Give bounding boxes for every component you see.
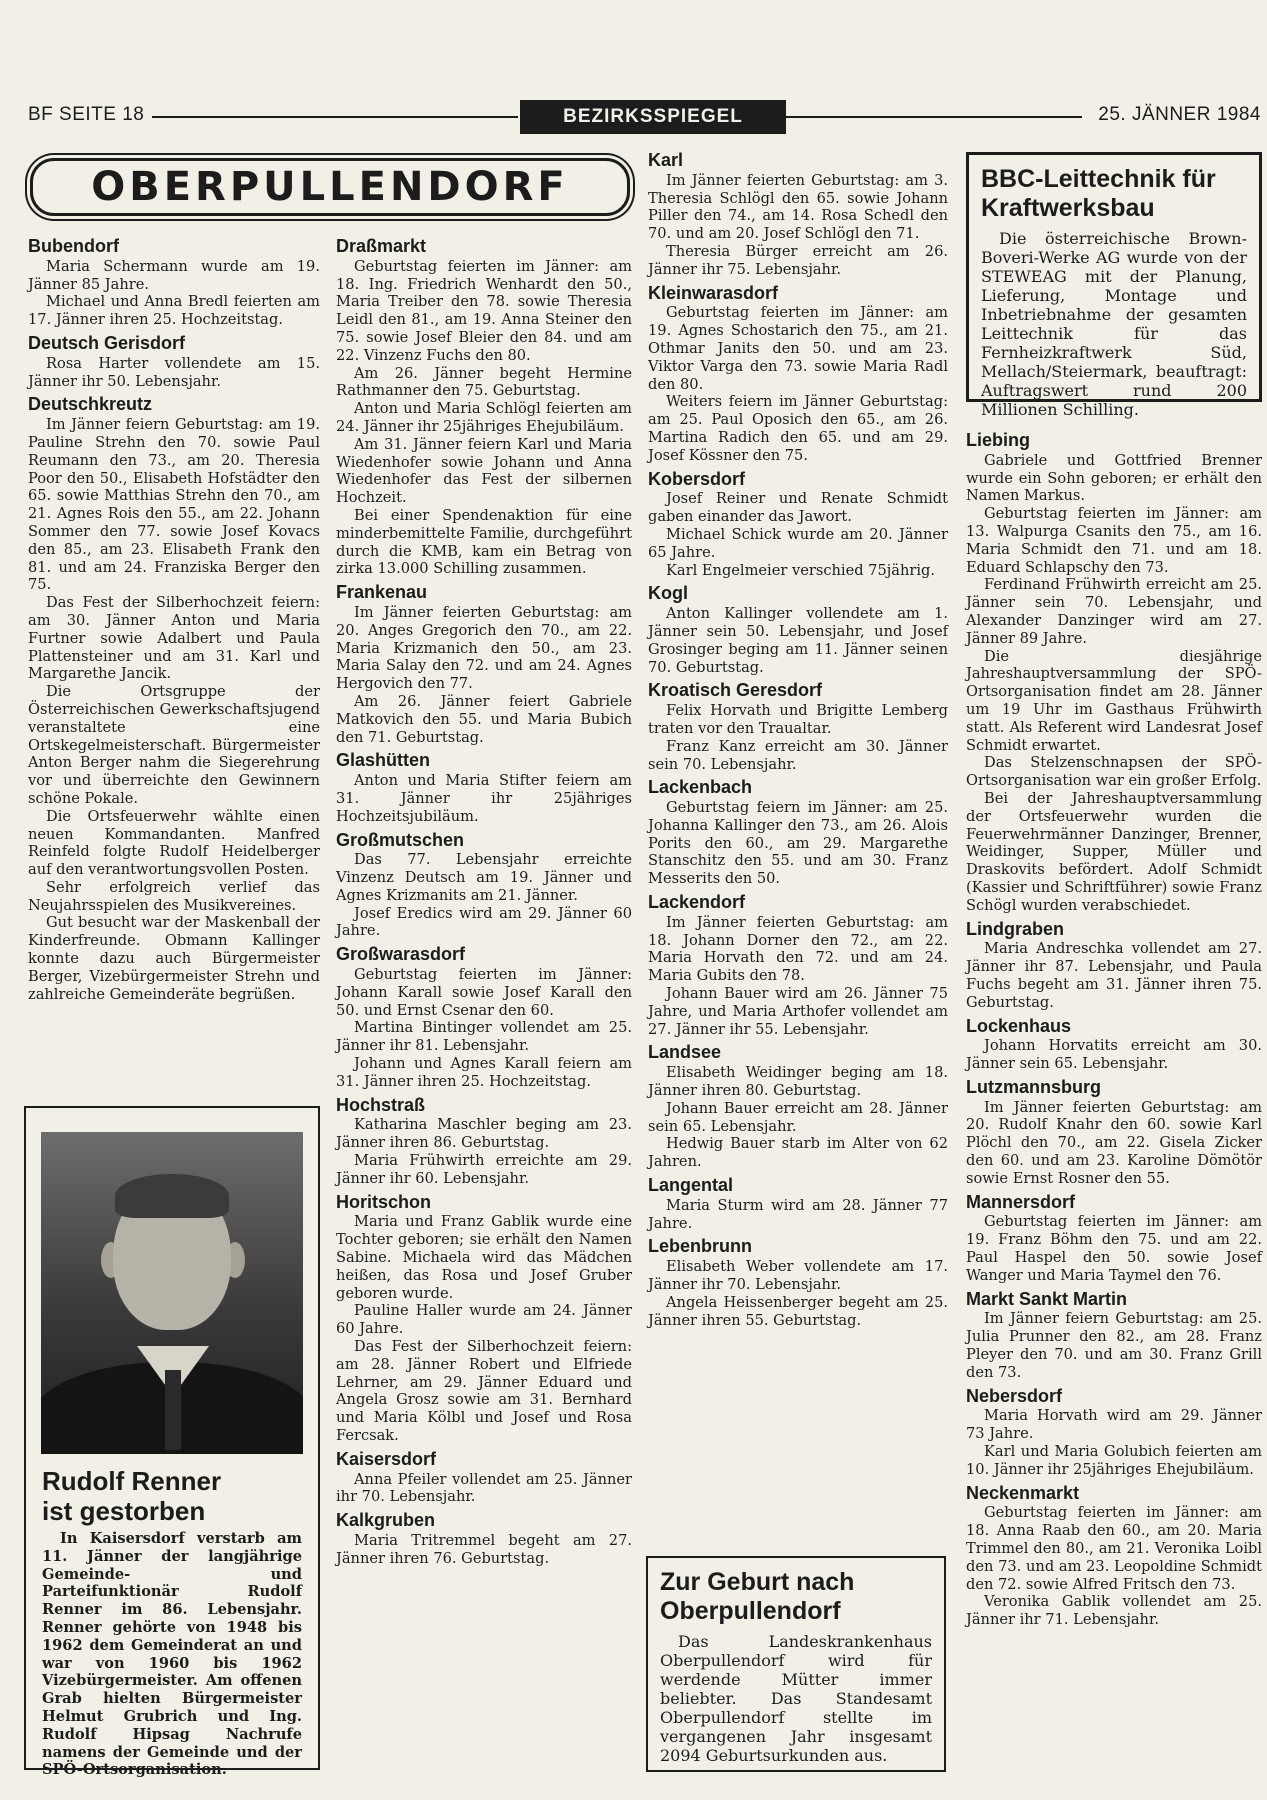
place-heading: Horitschon	[336, 1191, 432, 1212]
header-rule-left	[152, 116, 518, 118]
obituary-title-line2: ist gestorben	[42, 1496, 206, 1526]
article-paragraph: Geburtstag feierten im Jänner: am 18. Anna Raab den 60., am 20. Maria Trimmel den 80., am 21. Veronika Loibl den 73. und am 23. Leopoldine Schmidt den 72. sowie Alfred Fritsch den 73.	[966, 1504, 1262, 1593]
obituary-title	[42, 1466, 302, 1526]
place-heading: Kogl	[648, 583, 688, 604]
place-heading: Mannersdorf	[966, 1191, 1076, 1212]
column-2	[336, 232, 632, 1568]
bbc-box-title: BBC-Leittechnik für Kraftwerksbau	[981, 165, 1216, 222]
article-paragraph: Maria Frühwirth erreichte am 29. Jänner ihr 60. Lebensjahr.	[336, 1152, 632, 1187]
article-paragraph: Geburtstag feierten im Jänner: am 19. Agnes Schostarich den 75., am 21. Othmar Janits den 50. und am 23. Viktor Varga den 73. sowie Maria Radl den 80.	[648, 304, 948, 393]
article-paragraph: Am 26. Jänner begeht Hermine Rathmanner den 75. Geburtstag.	[336, 364, 632, 400]
article-paragraph: Maria Andreschka vollendet am 27. Jänner ihr 87. Lebensjahr, und Paula Fuchs begeht am 31. Jänner ihren 75. Geburtstag.	[966, 940, 1262, 1011]
place-heading: Großmutschen	[336, 829, 465, 850]
article-paragraph: Gabriele und Gottfried Brenner wurde ein Sohn geboren; er erhält den Namen Markus.	[966, 451, 1262, 505]
place-heading: Deutschkreutz	[28, 394, 153, 415]
place-heading: Hochstraß	[336, 1094, 426, 1115]
header-rule-right	[782, 116, 1082, 118]
bbc-box-text: Die österreichische Brown-Boveri-Werke AG wurde von der STEWEAG mit der Planung, Lieferung, Montage und Inbetriebnahme der gesamten Leittechnik für das Fernheizkraftwerk Süd, Mellach/Steiermark, beauftragt: Auftragswert rund 200 Millionen Schilling.	[981, 229, 1247, 419]
article-paragraph: Maria und Franz Gablik wurde eine Tochter geboren; sie erhält den Namen Sabine. Michaela wird das Mädchen heißen, das Rosa und Josef Gruber geboren wurde.	[336, 1213, 632, 1302]
column-4	[966, 426, 1262, 1629]
article-paragraph: Karl Engelmeier verschied 75jährig.	[666, 561, 936, 579]
article-paragraph: Weiters feiern im Jänner Geburtstag: am 25. Paul Oposich den 65., am 26. Martina Radich den 65. und am 29. Josef Kössner den 75.	[648, 393, 948, 464]
place-heading: Kalkgruben	[336, 1510, 436, 1531]
article-paragraph: Anton und Maria Stifter feiern am 31. Jänner ihr 25jähriges Hochzeitsjubiläum.	[336, 772, 632, 825]
article-paragraph: Sehr erfolgreich verlief das Neujahrsspielen des Musikvereines.	[28, 878, 320, 914]
article-paragraph: Theresia Bürger erreicht am 26. Jänner ihr 75. Lebensjahr.	[648, 242, 948, 278]
place-heading: Bubendorf	[28, 236, 119, 256]
article-paragraph: Maria Schermann wurde am 19. Jänner 85 Jahre.	[28, 257, 320, 293]
place-heading: Frankenau	[336, 582, 428, 603]
portrait-photo	[41, 1132, 303, 1454]
article-paragraph: Geburtstag feierten im Jänner: am 19. Franz Böhm den 75. und am 22. Paul Haspel den 50. sowie Josef Wanger und Maria Taymel den 76.	[966, 1213, 1262, 1284]
article-paragraph: Rosa Harter vollendete am 15. Jänner ihr 50. Lebensjahr.	[28, 354, 320, 390]
article-paragraph: Johann und Agnes Karall feiern am 31. Jänner ihren 25. Hochzeitstag.	[336, 1055, 632, 1090]
article-paragraph: Katharina Maschler beging am 23. Jänner ihren 86. Geburtstag.	[336, 1116, 632, 1152]
article-paragraph: Am 26. Jänner feiert Gabriele Matkovich den 55. und Maria Bubich den 71. Geburtstag.	[336, 692, 632, 746]
article-paragraph: Die Ortsgruppe der Österreichischen Gewerkschaftsjugend veranstaltete eine Ortskegelmeisterschaft. Bürgermeister Anton Berger nahm die Siegerehrung vor und überreichte den Gewinnern schöne Pokale.	[28, 683, 320, 807]
article-paragraph: Ferdinand Frühwirth erreicht am 25. Jänner sein 70. Lebensjahr, und Alexander Danzinger wird am 27. Jänner 89 Jahre.	[966, 576, 1262, 647]
place-heading: Draßmarkt	[336, 236, 427, 256]
article-paragraph: Maria Tritremmel begeht am 27. Jänner ihren 76. Geburtstag.	[336, 1531, 632, 1567]
article-paragraph: Josef Reiner und Renate Schmidt gaben einander das Jawort.	[648, 490, 948, 526]
obituary-box	[24, 1106, 320, 1779]
place-heading: Nebersdorf	[966, 1385, 1063, 1406]
page-number: BF SEITE 18	[28, 104, 145, 125]
column-1	[28, 232, 320, 1003]
article-paragraph: Franz Kanz erreicht am 30. Jänner sein 70. Lebensjahr.	[648, 737, 948, 773]
article-paragraph: Angela Heissenberger begeht am 25. Jänner ihren 55. Geburtstag.	[648, 1293, 948, 1329]
place-heading: Lebenbrunn	[648, 1236, 752, 1257]
page-title: OBERPULLENDORF	[30, 158, 630, 216]
article-paragraph: Gut besucht war der Maskenball der Kinderfreunde. Obmann Kallinger konnte dazu auch Bürgermeister Berger, Vizebürgermeister Strehn und zahlreiche Gemeinderäte begrüßen.	[28, 914, 320, 1003]
article-paragraph: Im Jänner feierten Geburtstag: am 20. Rudolf Knahr den 60. sowie Karl Plöchl den 70., am 22. Gisela Zicker den 60. und am 23. Karoline Dömötör sowie Ernst Rosner den 55.	[966, 1098, 1262, 1187]
article-paragraph: Die Ortsfeuerwehr wählte einen neuen Kommandanten. Manfred Reinfeld folgte Rudolf Heidelberger auf den verantwortungsvollen Posten.	[28, 807, 320, 879]
issue-date: 25. JÄNNER 1984	[1098, 104, 1261, 125]
article-paragraph: Michael und Anna Bredl feierten am 17. Jänner ihren 25. Hochzeitstag.	[28, 293, 320, 329]
place-heading: Kobersdorf	[648, 468, 746, 489]
place-heading: Landsee	[648, 1042, 722, 1063]
article-paragraph: Maria Horvath wird am 29. Jänner 73 Jahre.	[966, 1407, 1262, 1443]
article-paragraph: Die diesjährige Jahreshauptversammlung der SPÖ-Ortsorganisation findet am 28. Jänner um 19 Uhr im Gasthaus Frühwirth statt. Als Referent wird Landesrat Josef Schmidt erwartet.	[966, 647, 1262, 754]
article-paragraph: Anton und Maria Schlögl feierten am 24. Jänner ihr 25jähriges Ehejubiläum.	[336, 400, 632, 435]
place-heading: Lackendorf	[648, 892, 746, 913]
article-paragraph: Bei einer Spendenaktion für eine minderbemittelte Familie, durchgeführt durch die KMB, kam ein Betrag von zirka 13.000 Schilling zusammen.	[336, 506, 632, 578]
article-paragraph: Johann Horvatits erreicht am 30. Jänner sein 65. Lebensjahr.	[966, 1037, 1262, 1073]
birth-box-text: Das Landeskrankenhaus Oberpullendorf wird für werdende Mütter immer beliebter. Das Standesamt Oberpullendorf stellte im vergangenen Jahr insgesamt 2094 Geburtsurkunden aus.	[660, 1632, 932, 1765]
article-paragraph: Das Fest der Silberhochzeit feiern: am 28. Jänner Robert und Elfriede Lehrner, am 29. Jänner Eduard und Angela Grosz sowie am 31. Bernhard und Maria Kölbl und Josef und Rosa Fercsak.	[336, 1338, 632, 1444]
birth-box-title: Zur Geburt nach Oberpullendorf	[660, 1568, 855, 1625]
article-paragraph: Geburtstag feiern im Jänner: am 25. Johanna Kallinger den 73., am 26. Alois Porits den 60., am 29. Margarethe Stanschitz den 55. und am 30. Franz Messerits den 50.	[648, 799, 948, 888]
article-paragraph: Das 77. Lebensjahr erreichte Vinzenz Deutsch am 19. Jänner und Agnes Krizmanits am 21. Jänner.	[336, 851, 632, 904]
article-paragraph: Im Jänner feiern Geburtstag: am 19. Pauline Strehn den 70. sowie Paul Reumann den 73., am 20. Theresia Poor den 50., Elisabeth Hofstädter den 65. sowie Matthias Strehn den 70., am 21. Agnes Rois den 55., am 22. Johann Sommer den 77. sowie Josef Kovacs den 85., am 23. Elisabeth Frank den 81. und am 24. Franziska Berger den 75.	[28, 416, 320, 594]
place-heading: Lockenhaus	[966, 1015, 1072, 1036]
column-3	[648, 146, 948, 1329]
place-heading: Liebing	[966, 430, 1030, 450]
article-paragraph: Elisabeth Weidinger beging am 18. Jänner ihren 80. Geburtstag.	[648, 1064, 948, 1100]
section-label: BEZIRKSSPIEGEL	[520, 100, 786, 134]
article-paragraph: Felix Horvath und Brigitte Lemberg traten vor den Traualtar.	[648, 702, 948, 737]
place-heading: Lackenbach	[648, 777, 753, 798]
article-paragraph: Pauline Haller wurde am 24. Jänner 60 Jahre.	[336, 1302, 632, 1338]
article-paragraph: Am 31. Jänner feiern Karl und Maria Wiedenhofer sowie Johann und Anna Wiedenhofer das Fest der silbernen Hochzeit.	[336, 435, 632, 507]
birth-box	[646, 1556, 946, 1772]
place-heading: Karl	[648, 150, 684, 170]
article-paragraph: Im Jänner feierten Geburtstag: am 20. Anges Gregorich den 70., am 22. Maria Krizmanich den 50., am 23. Maria Salay den 72. und am 24. Agnes Hergovich den 77.	[336, 603, 632, 693]
article-paragraph: Martina Bintinger vollendet am 25. Jänner ihr 81. Lebensjahr.	[336, 1019, 632, 1055]
place-heading: Lutzmannsburg	[966, 1076, 1101, 1097]
place-heading: Neckenmarkt	[966, 1482, 1080, 1503]
article-paragraph: Elisabeth Weber vollendete am 17. Jänner ihr 70. Lebensjahr.	[648, 1258, 948, 1294]
article-paragraph: Im Jänner feierten Geburtstag: am 3. Theresia Schlögl den 65. sowie Johann Piller den 74., am 14. Rosa Schedl den 70. und am 20. Josef Schlögl den 71.	[648, 171, 948, 243]
article-paragraph: Geburtstag feierten im Jänner: am 18. Ing. Friedrich Wenhardt den 50., Maria Treiber den 78. sowie Theresia Leidl den 81., am 19. Anna Steiner den 75. sowie Josef Bleier den 84. und am 22. Vinzenz Fuchs den 80.	[336, 257, 632, 364]
article-paragraph: Im Jänner feierten Geburtstag: am 18. Johann Dorner den 72., am 22. Maria Horvath den 72. und am 24. Maria Gubits den 78.	[648, 913, 948, 985]
place-heading: Deutsch Gerisdorf	[28, 332, 186, 353]
place-heading: Glashütten	[336, 750, 431, 771]
place-heading: Kaisersdorf	[336, 1448, 437, 1469]
place-heading: Langental	[648, 1175, 734, 1196]
place-heading: Lindgraben	[966, 918, 1064, 939]
article-paragraph: Im Jänner feiern Geburtstag: am 25. Julia Prunner den 82., am 28. Franz Pleyer den 70. und am 30. Franz Grill den 73.	[966, 1310, 1262, 1381]
bbc-box	[966, 152, 1262, 419]
article-paragraph: Michael Schick wurde am 20. Jänner 65 Jahre.	[648, 525, 948, 561]
article-paragraph: Bei der Jahreshauptversammlung der Ortsfeuerwehr wurden die Feuerwehrmänner Danzinger, Brenner, Weidinger, Supper, Müller und Draskovits befördert. Adolf Schmidt (Kassier und Schriftführer) sowie Franz Schögl wurden verabschiedet.	[966, 789, 1262, 914]
place-heading: Kroatisch Geresdorf	[648, 680, 823, 701]
place-heading: Großwarasdorf	[336, 944, 466, 965]
article-paragraph: Josef Eredics wird am 29. Jänner 60 Jahre.	[336, 904, 632, 940]
article-paragraph: Johann Bauer erreicht am 28. Jänner sein 65. Lebensjahr.	[648, 1099, 948, 1135]
article-paragraph: Johann Bauer wird am 26. Jänner 75 Jahre, und Maria Arthofer vollendet am 27. Jänner ihr 55. Lebensjahr.	[648, 985, 948, 1038]
place-heading: Markt Sankt Martin	[966, 1288, 1128, 1309]
article-paragraph: Das Stelzenschnapsen der SPÖ-Ortsorganisation war ein großer Erfolg.	[966, 754, 1262, 790]
article-paragraph: Hedwig Bauer starb im Alter von 62 Jahren.	[648, 1135, 948, 1171]
article-paragraph: Geburtstag feierten im Jänner: am 13. Walpurga Csanits den 75., am 16. Maria Schmidt den 71. und am 18. Eduard Schlapschy den 73.	[966, 505, 1262, 576]
article-paragraph: Anna Pfeiler vollendet am 25. Jänner ihr 70. Lebensjahr.	[336, 1470, 632, 1506]
obituary-text: In Kaisersdorf verstarb am 11. Jänner der langjährige Gemeinde- und Parteifunktionär Rudolf Renner im 86. Lebensjahr. Renner gehörte von 1948 bis 1962 dem Gemeinderat an und war von 1960 bis 1962 Vizebürgermeister. Am offenen Grab hielten Bürgermeister Helmut Grubrich und Ing. Rudolf Hipsag Nachrufe namens der Gemeinde und der SPÖ-Ortsorganisation.	[42, 1530, 302, 1779]
article-paragraph: Karl und Maria Golubich feierten am 10. Jänner ihr 25jähriges Ehejubiläum.	[966, 1443, 1262, 1478]
obituary-title-line1: Rudolf Renner	[42, 1466, 222, 1496]
article-paragraph: Das Fest der Silberhochzeit feiern: am 30. Jänner Anton und Maria Furtner sowie Adalbert und Paula Plattensteiner und am 31. Karl und Margarethe Jancik.	[28, 594, 320, 683]
article-paragraph: Maria Sturm wird am 28. Jänner 77 Jahre.	[648, 1196, 948, 1232]
place-heading: Kleinwarasdorf	[648, 282, 779, 303]
article-paragraph: Anton Kallinger vollendete am 1. Jänner sein 50. Lebensjahr, und Josef Grosinger beging am 11. Jänner seinen 70. Geburtstag.	[648, 605, 948, 676]
article-paragraph: Veronika Gablik vollendet am 25. Jänner ihr 71. Lebensjahr.	[966, 1593, 1262, 1629]
article-paragraph: Geburtstag feierten im Jänner: Johann Karall sowie Josef Karall den 50. und Ernst Csenar den 60.	[336, 966, 632, 1019]
